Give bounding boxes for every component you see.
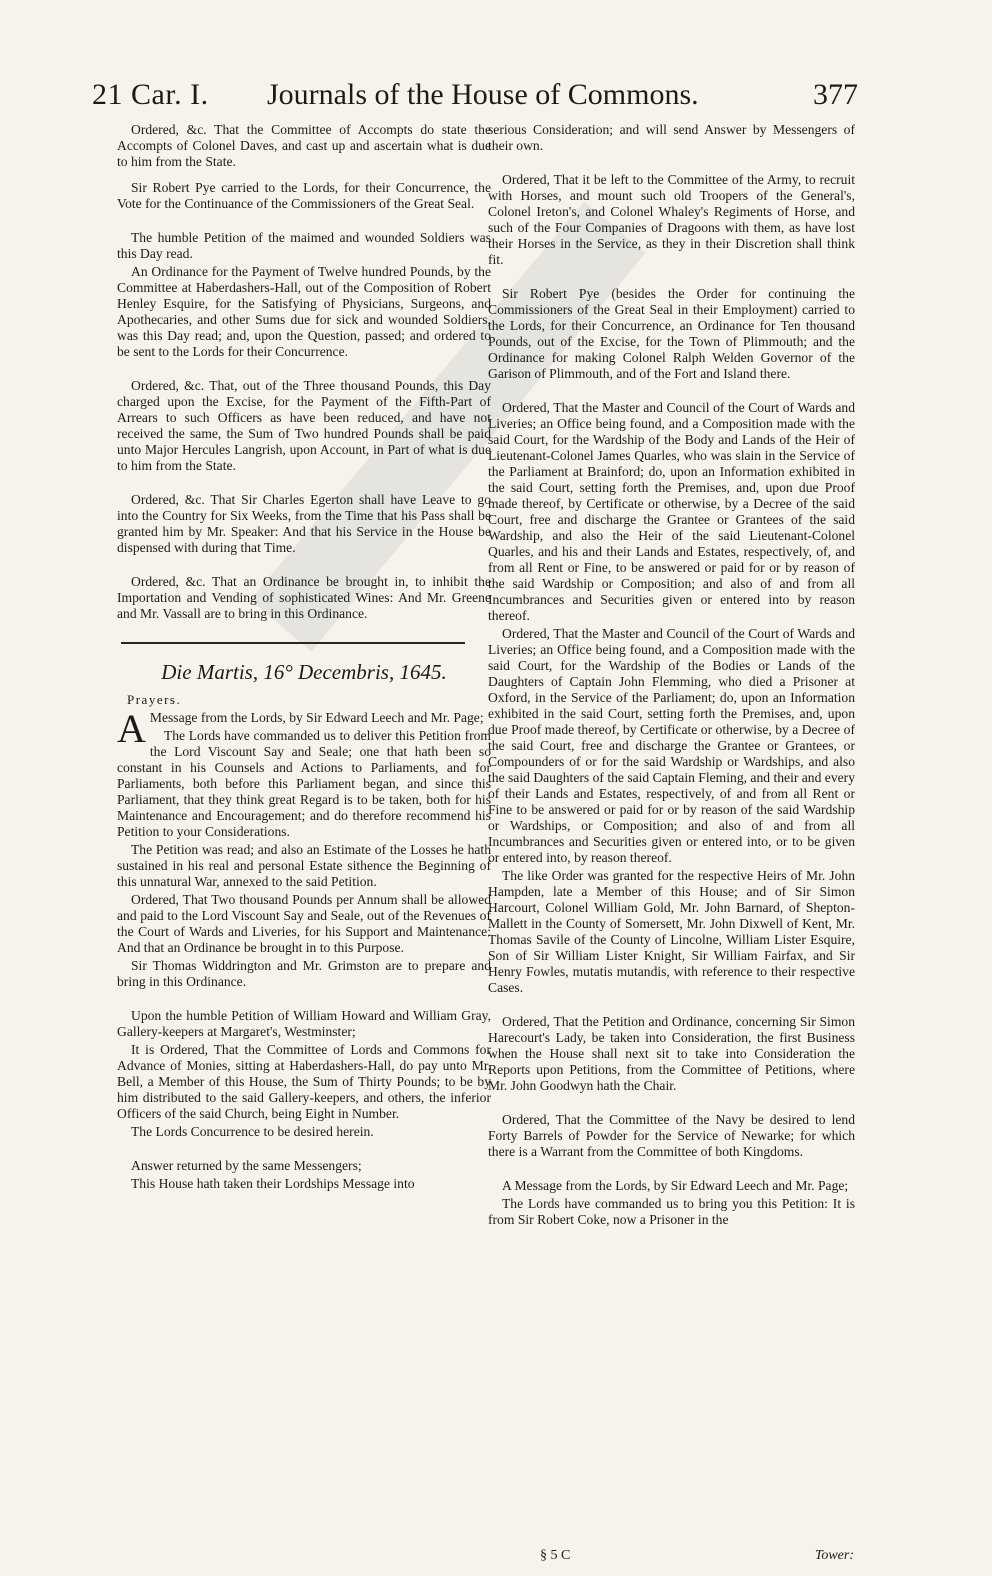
- entry: serious Consideration; and will send Answer by Messengers of their own.: [488, 122, 855, 153]
- section-divider: [121, 642, 465, 644]
- page-number: 377: [813, 78, 858, 111]
- page-header: [92, 78, 858, 118]
- entry: Ordered, That the Petition and Ordinance, concerning Sir Simon Harecourt's Lady, be taken into Consideration, the first Business when the House shall next sit to take into Consideration the Reports upon Petitions, from the Committee of Petitions, where Mr. John Goodwyn hath the Chair.: [488, 1014, 855, 1093]
- prayers-heading: Prayers.: [127, 692, 182, 707]
- entry: The like Order was granted for the respective Heirs of Mr. John Hampden, late a Member of this House; and of Sir Simon Harcourt, Colonel William Gold, Mr. John Barnard, of Shepton-Mallett in the County of Somersett, Mr. John Dixwell of Kent, Mr. Thomas Savile of the County of Lincolne, William Lister Esquire, Son of Sir William Lister Knight, Sir William Fairfax, and Sir Henry Fowles, mutatis mutandis, with reference to their respective Cases.: [488, 868, 855, 995]
- entry: Ordered, That Two thousand Pounds per Annum shall be allowed and paid to the Lord Viscount Say and Seale, out of the Revenues of the Court of Wards and Liveries, for his Support and Maintenance: And that an Ordinance be brought in to this Purpose.: [117, 892, 491, 955]
- entry: Upon the humble Petition of William Howard and William Gray, Gallery-keepers at Margaret's, Westminster;: [117, 1008, 491, 1039]
- signature-mark: § 5 C: [540, 1548, 571, 1563]
- entry: A Message from the Lords, by Sir Edward Leech and Mr. Page;: [117, 706, 484, 751]
- journal-title: Journals of the House of Commons.: [267, 78, 699, 111]
- entry: Ordered, That the Master and Council of the Court of Wards and Liveries; an Office being found, and a Composition made with the said Court, for the Wardship of the Bodies or Lands of the Daughters of Captain John Flemming, who died a Prisoner at Oxford, in the Service of the Parliament; do, upon an Information exhibited in the said Court, setting forth the Premises, and, upon due Proof made thereof, by Certificate or otherwise, by a Decree of the said Court, free and discharge the Grantee or Grantees, or Compounders of or for the said Wardship or Wardships, and also the said Daughters of the said Captain Fleming, and their and every of their Lands and Estates, respectively, of and from all Rent or Fine to be answered or paid for or by reason of the said Wardship or Wardships, or Composition; and also of and from all Incumbrances and Securities given or entered into, or to be given or entered into, by reason thereof.: [488, 626, 855, 865]
- entry: Ordered, &c. That the Committee of Accompts do state the Accompts of Colonel Daves, and cast up and ascertain what is due to him from the State.: [117, 122, 491, 169]
- entry: Ordered, That the Master and Council of the Court of Wards and Liveries; an Office being found, and a Composition made with the said Court, for the Wardship of the Body and Lands of the Heir of Lieutenant-Colonel James Quarles, who was slain in the Service of the Parliament at Brainford; do, upon an Information exhibited in the said Court, setting forth the Premises, and, upon due Proof made thereof, by Certificate or otherwise, by a Decree of the said Court, free and discharge the Grantee or Grantees of the said Wardship, and also the Heir of the said Lieutenant-Colonel Quarles, and his and their Lands and Estates, respectively, of, and from all Rent or Fine, to be answered or paid for or by reason of the said Wardship or Composition; and also of and from all Incumbrances and Securities given or entered into by reason thereof.: [488, 400, 855, 623]
- entry: The Lords Concurrence to be desired herein.: [131, 1124, 374, 1139]
- entry: Ordered, &c. That, out of the Three thousand Pounds, this Day charged upon the Excise, for the Payment of the Fifth-Part of Arrears to such Officers as have been reduced, and have not received the same, the Sum of Two hundred Pounds shall be paid unto Major Hercules Langrish, upon Account, in Part of what is due to him from the State.: [117, 378, 491, 473]
- right-column: [488, 122, 855, 1230]
- entry: Sir Thomas Widdrington and Mr. Grimston are to prepare and bring in this Ordinance.: [117, 958, 491, 989]
- drop-cap: A: [117, 706, 146, 751]
- left-column: [117, 122, 491, 1194]
- regnal-year: 21 Car. I.: [92, 78, 209, 111]
- entry: Sir Robert Pye carried to the Lords, for their Concurrence, the Vote for the Continuance of the Commissioners of the Great Seal.: [117, 180, 491, 211]
- entry: Ordered, That it be left to the Committee of the Army, to recruit with Horses, and mount such old Troopers of the General's, Colonel Ireton's, and Colonel Whaley's Regiments of Horse, and such of the Four Companies of Dragoons with them, as have lost their Horses in the Service, as they in their Discretion shall think fit.: [488, 172, 855, 267]
- entry: Ordered, That the Committee of the Navy be desired to lend Forty Barrels of Powder for the Service of Newarke; for which there is a Warrant from the Committee of both Kingdoms.: [488, 1112, 855, 1159]
- entry: An Ordinance for the Payment of Twelve hundred Pounds, by the Committee at Haberdashers-Hall, out of the Composition of Robert Henley Esquire, for the Satisfying of Physicians, Surgeons, and Apothecaries, and other Sums due for sick and wounded Soldiers, was this Day read; and, upon the Question, passed; and ordered to be sent to the Lords for their Concurrence.: [117, 264, 491, 359]
- entry: The Petition was read; and also an Estimate of the Losses he hath sustained in his real and personal Estate sithence the Beginning of this unnatural War, annexed to the said Petition.: [117, 842, 491, 889]
- entry: Ordered, &c. That Sir Charles Egerton shall have Leave to go into the Country for Six Weeks, from the Time that his Pass shall be granted him by Mr. Speaker: And that his Service in the House be dispensed with during that Time.: [117, 492, 491, 555]
- entry: Sir Robert Pye (besides the Order for continuing the Commissioners of the Great Seal in their Employment) carried to the Lords, for their Concurrence, an Ordinance for Ten thousand Pounds, out of the Excise, for the Town of Plimmouth; and the Ordinance for making Colonel Ralph Welden Governor of the Garison of Plimmouth, and of the Fort and Island there.: [488, 286, 855, 381]
- entry: The humble Petition of the maimed and wounded Soldiers was this Day read.: [117, 230, 491, 261]
- entry: Answer returned by the same Messengers;: [131, 1158, 362, 1173]
- catchword: Tower:: [814, 1548, 854, 1563]
- day-heading: Die Martis, 16° Decembris, 1645.: [161, 660, 447, 684]
- entry: Ordered, &c. That an Ordinance be brought in, to inhibit the Importation and Vending of sophisticated Wines: And Mr. Greene and Mr. Vassall are to bring in this Ordinance.: [117, 574, 491, 621]
- entry: This House hath taken their Lordships Message into: [131, 1176, 415, 1191]
- entry: The Lords have commanded us to bring you this Petition: It is from Sir Robert Coke, now a Prisoner in the: [488, 1196, 855, 1227]
- entry: The Lords have commanded us to deliver this Petition from the Lord Viscount Say and Seale; one that hath been so constant in his Counsels and Actions to Parliaments, and for Parliaments, both before this Parliament began, and since this Parliament, that they think great Regard is to be taken, both for his Maintenance and Encouragement; and do therefore recommend his Petition to your Considerations.: [117, 728, 491, 839]
- entry: It is Ordered, That the Committee of Lords and Commons for Advance of Monies, sitting at Haberdashers-Hall, do pay unto Mr. Bell, a Member of this House, the Sum of Thirty Pounds; to be by him distributed to the said Gallery-keepers, and others, the inferior Officers of the said Church, being Eight in Number.: [117, 1042, 491, 1121]
- entry: A Message from the Lords, by Sir Edward Leech and Mr. Page;: [502, 1178, 849, 1193]
